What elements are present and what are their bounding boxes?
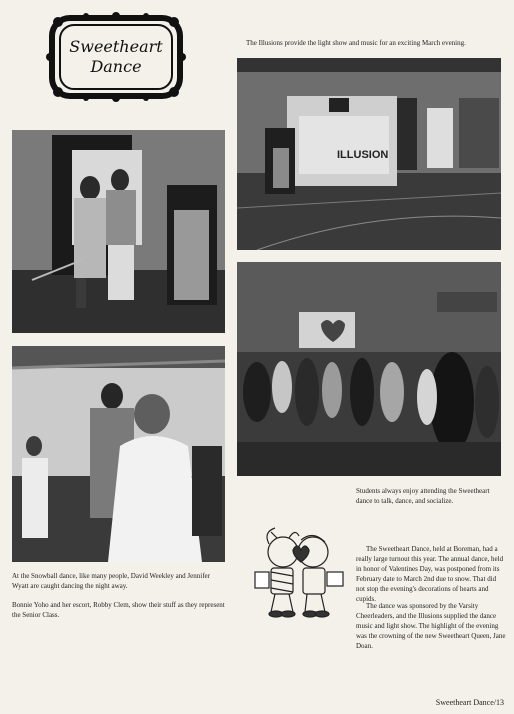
page-footer: Sweetheart Dance/13: [435, 698, 504, 707]
caption-snowball: At the Snowball dance, like many people, David Weekley and Jennifer Wyatt are caught dancing the night away.: [12, 572, 210, 590]
caption-students: Students always enjoy attending the Sweetheart dance to talk, dance, and socialize.: [356, 487, 490, 505]
photo-couple-doorway: [12, 130, 225, 333]
cartoon-kids-kissing-icon: [249, 522, 349, 620]
caption-illusions: The Illusions provide the light show and music for an exciting March evening.: [246, 39, 466, 47]
photo-illusions-stage: [237, 58, 501, 250]
photo-snowball-dance: [12, 346, 225, 562]
title-badge: [46, 12, 186, 102]
photo-students-dancing: [237, 262, 501, 476]
article-paragraph-1: The Sweetheart Dance, held at Boreman, had a really large turnout this year. The annual dance, held in honor of Valentines Day, was postponed from its February date to March 2nd due to snow. That did not stop the evening's decorations of hearts and cupids.: [356, 545, 504, 603]
caption-bonnie: Bonnie Yoho and her escort, Robby Clem, show their stuff as they represent the Senior Class.: [12, 601, 225, 619]
page-title-line1: Sweetheart: [69, 37, 163, 56]
article-paragraph-2: The dance was sponsored by the Varsity Cheerleaders, and the Illusions supplied the dance music and light show. The highlight of the evening was the crowning of the new Sweetheart Queen, Jane Doan.: [356, 602, 506, 650]
page-title-line2: Dance: [90, 57, 142, 76]
stage-sign-text: ILLUSION: [337, 149, 389, 161]
